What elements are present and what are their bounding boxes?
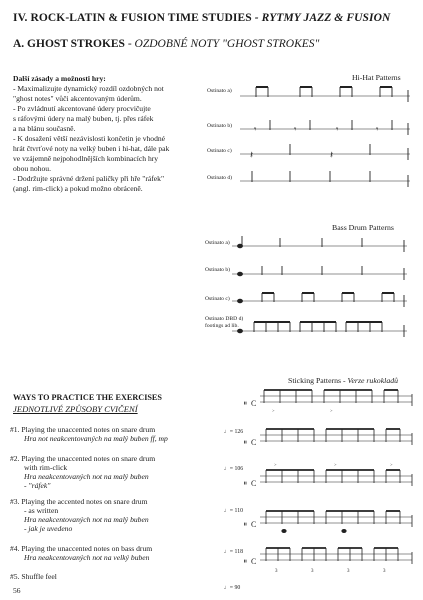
exercise-cz: Hra neakcentovaných not na velký buben (24, 553, 150, 562)
chapter-title-sub: - RYTMY JAZZ & FUSION (254, 12, 391, 24)
exercise-5 (10, 572, 205, 581)
svg-text:>: > (272, 408, 275, 413)
bass-staff-b (232, 266, 407, 280)
exercise-cz: Hra neakcentovaných not na malý buben (24, 515, 149, 524)
exercise-cz: - jak je uvedeno (24, 524, 73, 533)
bass-notation (232, 234, 412, 344)
bass-label-a: Ostinato a) (205, 240, 230, 246)
svg-text:𝄾: 𝄾 (336, 124, 339, 134)
tips-line: - Po zvládnutí akcentované údery procvičujte (13, 104, 151, 113)
sticking-staff-4 (244, 511, 412, 533)
section-title-main: A. GHOST STROKES (13, 38, 125, 50)
svg-text:>: > (330, 408, 333, 413)
tips-line: (angl. rim-click) a pokud možno obráceně. (13, 184, 143, 193)
bass-label-d2: footings ad lib. (205, 323, 239, 329)
svg-text:𝄥: 𝄥 (244, 520, 247, 529)
tips-line: - Maximalizujte dynamický rozdíl ozdobných not (13, 84, 164, 93)
hihat-label-c: Ostinato c) (207, 148, 232, 154)
chapter-title-main: IV. ROCK-LATIN & FUSION TIME STUDIES (13, 12, 252, 24)
svg-text:𝄽: 𝄽 (330, 150, 334, 161)
svg-text:>: > (274, 462, 277, 467)
exercise-en: Shuffle feel (21, 572, 57, 581)
bass-staff-c (232, 293, 407, 307)
tips-line: - K dosažení větší nezávislosti končetin je vhodné (13, 134, 166, 143)
exercise-num: #5. (10, 572, 20, 581)
tips-line: obou nohou. (13, 164, 51, 173)
svg-text:𝄥: 𝄥 (244, 557, 247, 566)
svg-text:C: C (251, 399, 257, 408)
hihat-label-a: Ostinato a) (207, 88, 232, 94)
exercise-en: Playing the unaccented notes on snare drum (21, 425, 156, 434)
exercise-cz: Hra neakcentovaných not na malý buben (24, 472, 149, 481)
svg-text:>: > (334, 462, 337, 467)
hihat-staff-a (240, 87, 410, 102)
tempo-3: ♩= 110 (224, 508, 243, 514)
exercise-en: Playing the unaccented notes on snare drum (21, 454, 156, 463)
svg-text:C: C (251, 557, 257, 566)
tempo-2: ♩= 106 (224, 466, 244, 472)
hihat-notation (240, 84, 415, 199)
exercise-2 (10, 454, 205, 490)
svg-text:𝄽: 𝄽 (250, 150, 254, 161)
hihat-label-b: Ostinato b) (207, 123, 233, 129)
bass-label-c: Ostinato c) (205, 296, 230, 302)
bass-staff-d (232, 322, 407, 337)
exercise-num: #1. (10, 425, 20, 434)
sticking-staff-5 (244, 548, 412, 574)
practice-subtitle: JEDNOTLIVÉ ZPŮSOBY CVIČENÍ (13, 404, 138, 414)
hihat-staff-b (240, 120, 410, 135)
svg-text:3: 3 (275, 569, 278, 574)
chapter-title (13, 12, 390, 24)
section-title-sub: - OZDOBNÉ NOTY "GHOST STROKES" (127, 38, 320, 50)
svg-text:𝄾: 𝄾 (376, 124, 379, 134)
tips-line: "ghost notes" vůči akcentovaným úderům. (13, 94, 142, 103)
practice-title: WAYS TO PRACTICE THE EXERCISES (13, 393, 162, 402)
tips-line: hrát čtvrťové noty na velký buben i hi-hat, dále pak (13, 144, 170, 153)
tempo-4: ♩= 118 (224, 549, 243, 555)
exercise-en2: with rim-click (24, 463, 68, 472)
sticking-title: Sticking Patterns (288, 376, 342, 385)
svg-text:𝄾: 𝄾 (254, 124, 257, 134)
sticking-header (288, 376, 398, 385)
tips-title: Další zásady a možnosti hry: (13, 74, 106, 83)
hihat-staff-d (240, 171, 410, 187)
sticking-staff-1 (244, 390, 412, 413)
exercise-cz: Hra not neakcentovaných na malý buben ff, mp (24, 434, 168, 443)
svg-text:3: 3 (383, 569, 386, 574)
bass-staff-a (232, 236, 407, 252)
tips-line: a na blánu současně. (13, 124, 76, 133)
tempo-5: ♩= 90 (224, 585, 241, 591)
exercise-1 (10, 425, 205, 443)
tips-line: ve vzájemně nejpohodlnějších kombinacích hry (13, 154, 159, 163)
exercise-4 (10, 544, 205, 562)
svg-text:3: 3 (311, 569, 314, 574)
bass-label-d1: Ostinato DBD d) (205, 316, 244, 322)
hihat-label-d: Ostinato d) (207, 175, 233, 181)
exercise-num: #4. (10, 544, 20, 553)
sticking-staff-2 (244, 429, 412, 447)
page-number: 56 (13, 586, 21, 595)
sticking-subtitle: - Verze rukokladů (343, 376, 399, 385)
exercise-num: #3. (10, 497, 20, 506)
tips-line: s ráfovými údery na malý buben, tj. přes ráfek (13, 114, 154, 123)
exercise-en2: - as written (24, 506, 59, 515)
exercise-en: Playing the accented notes on snare drum (21, 497, 148, 506)
sticking-staff-3 (244, 462, 412, 488)
svg-text:𝄾: 𝄾 (294, 124, 297, 134)
exercise-cz: - "ráfek" (24, 481, 51, 490)
hihat-staff-c (240, 144, 410, 161)
tips-block (13, 74, 198, 194)
hihat-title: Hi-Hat Patterns (352, 73, 401, 82)
svg-text:𝄥: 𝄥 (244, 438, 247, 447)
svg-text:C: C (251, 479, 257, 488)
svg-text:>: > (390, 462, 393, 467)
bass-title: Bass Drum Patterns (332, 223, 394, 232)
svg-text:C: C (251, 438, 257, 447)
exercise-en: Playing the unaccented notes on bass drum (21, 544, 153, 553)
tempo-1: ♩= 126 (224, 429, 244, 435)
svg-text:C: C (251, 520, 257, 529)
svg-text:𝄥: 𝄥 (244, 399, 247, 408)
tips-line: - Dodržujte správné držení paličky při hře "ráfek" (13, 174, 165, 183)
svg-text:𝄥: 𝄥 (244, 479, 247, 488)
exercise-num: #2. (10, 454, 20, 463)
exercise-3 (10, 497, 205, 533)
sticking-notation (244, 386, 416, 600)
section-title (13, 38, 319, 50)
svg-text:3: 3 (347, 569, 350, 574)
bass-label-b: Ostinato b) (205, 267, 231, 273)
